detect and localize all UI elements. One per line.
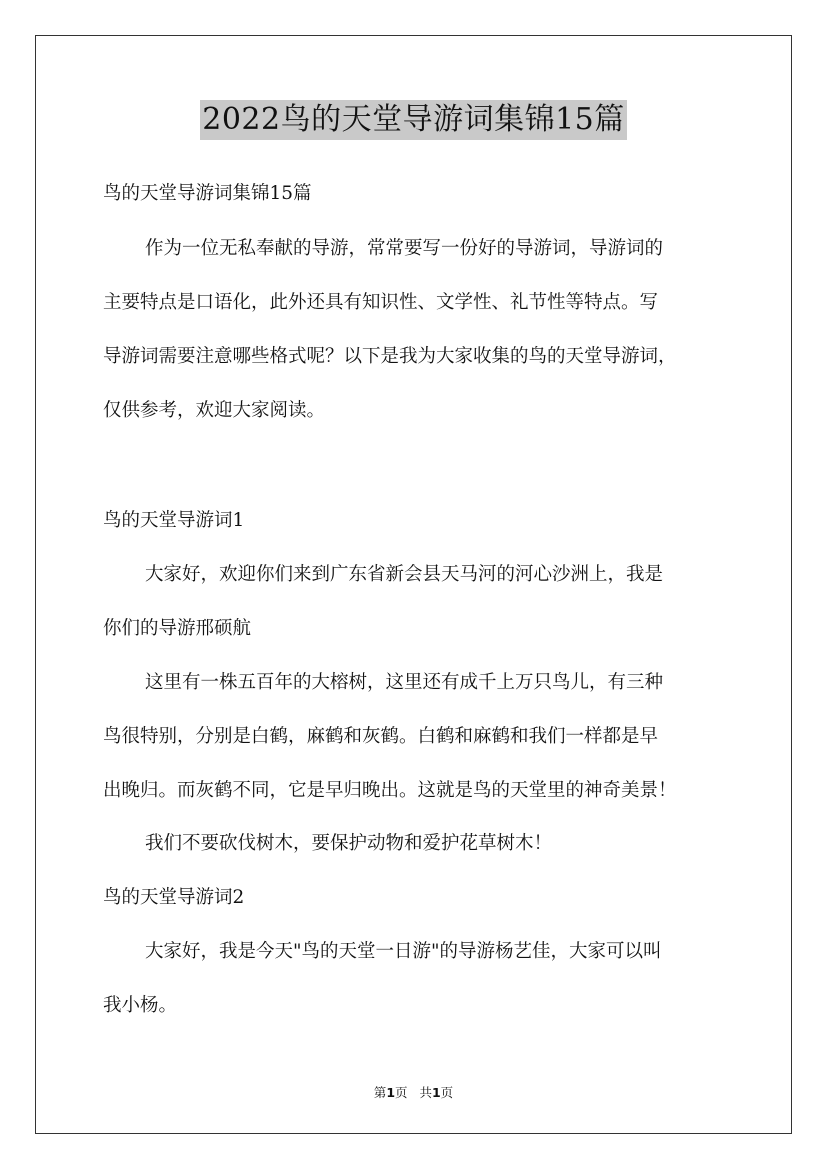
paragraph-line: 这里有一株五百年的大榕树，这里还有成千上万只鸟儿，有三种 (145, 672, 664, 693)
document-subtitle: 鸟的天堂导游词集锦15篇 (103, 183, 312, 204)
intro-line: 仅供参考，欢迎大家阅读。 (103, 400, 326, 421)
intro-line: 作为一位无私奉献的导游，常常要写一份好的导游词，导游词的 (145, 238, 664, 259)
footer-total-prefix: 共 (419, 1085, 432, 1100)
page-footer (0, 1085, 827, 1101)
paragraph-line: 鸟很特别，分别是白鹤，麻鹤和灰鹤。白鹤和麻鹤和我们一样都是早 (103, 726, 659, 747)
document-title: 2022鸟的天堂导游词集锦15篇 (200, 100, 627, 140)
paragraph-line: 你们的导游邢硕航 (103, 618, 252, 639)
paragraph-line: 大家好，欢迎你们来到广东省新会县天马河的河心沙洲上，我是 (145, 564, 664, 585)
footer-page-number: 1 (386, 1085, 396, 1100)
footer-total-number: 1 (431, 1085, 441, 1100)
section-heading-2: 鸟的天堂导游词2 (103, 887, 245, 908)
paragraph-line: 出晚归。而灰鹤不同，它是早归晚出。这就是鸟的天堂里的神奇美景！ (103, 780, 677, 801)
paragraph-line: 大家好，我是今天"鸟的天堂一日游"的导游杨艺佳，大家可以叫 (145, 941, 662, 962)
title-container (0, 100, 827, 140)
paragraph-line: 我小杨。 (103, 995, 178, 1016)
intro-line: 主要特点是口语化，此外还具有知识性、文学性、礼节性等特点。写 (103, 292, 659, 313)
footer-page-suffix: 页 (395, 1085, 408, 1100)
section-heading-1: 鸟的天堂导游词1 (103, 510, 245, 531)
intro-line: 导游词需要注意哪些格式呢？以下是我为大家收集的鸟的天堂导游词， (103, 346, 677, 367)
paragraph-line: 我们不要砍伐树木，要保护动物和爱护花草树木！ (145, 833, 553, 854)
footer-total-suffix: 页 (440, 1085, 454, 1100)
footer-page-prefix: 第 (373, 1085, 387, 1100)
